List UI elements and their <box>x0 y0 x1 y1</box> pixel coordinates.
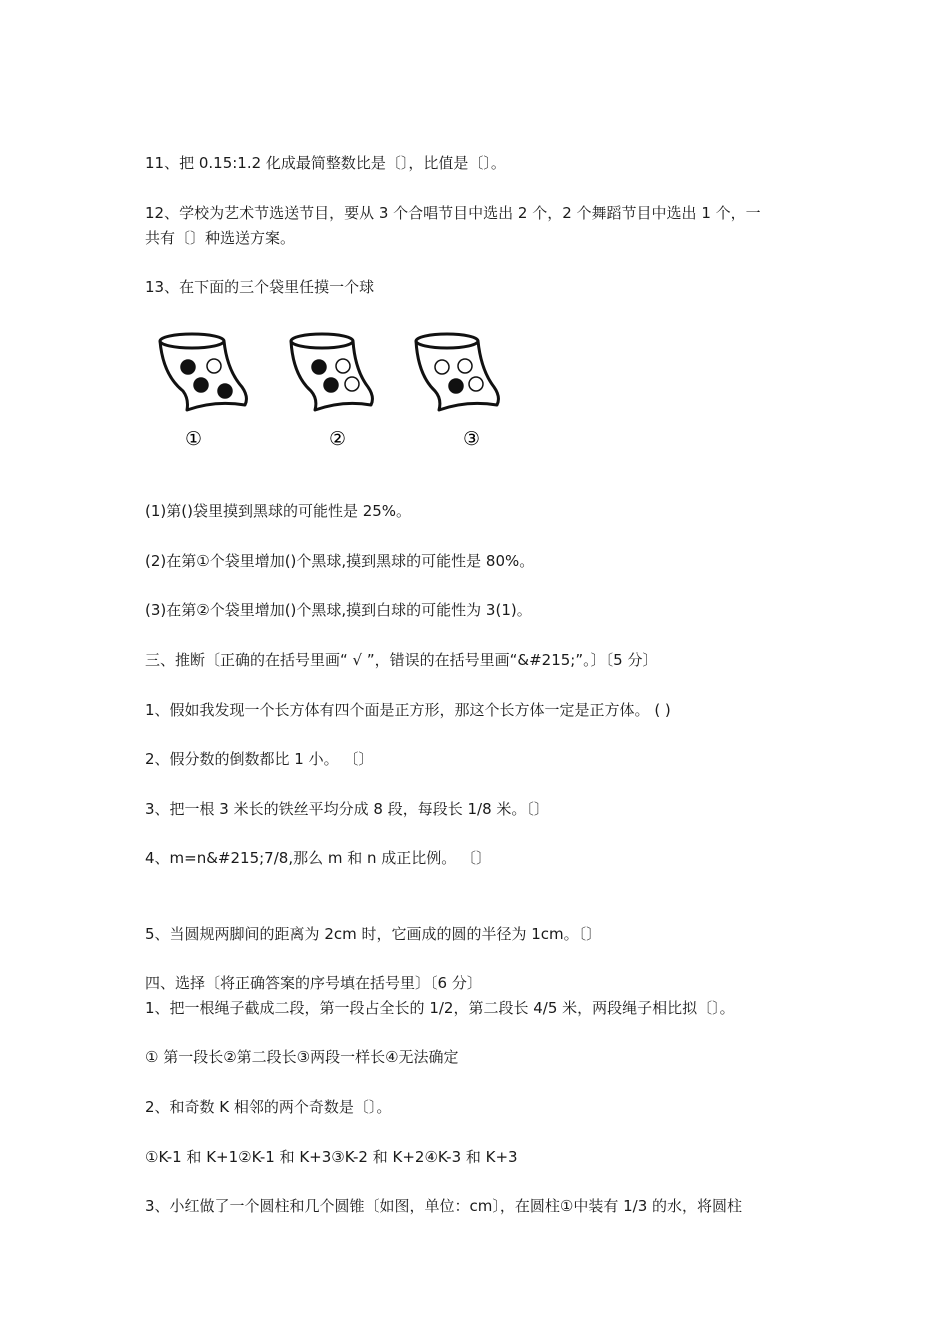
bag-2-label: ② <box>329 428 347 450</box>
section-3-question-2: 2、假分数的倒数都比 1 小。 〔〕 <box>145 750 374 768</box>
white-ball <box>207 359 221 373</box>
question-13-part-1: (1)第()袋里摸到黑球的可能性是 25%。 <box>145 502 412 520</box>
section-4-question-2: 2、和奇数 K 相邻的两个奇数是〔〕。 <box>145 1098 392 1116</box>
section-3-question-1: 1、假如我发现一个长方体有四个面是正方形，那这个长方体一定是正方体。 ( ) <box>145 701 671 719</box>
black-ball <box>194 378 208 392</box>
black-ball <box>324 378 338 392</box>
white-ball <box>435 360 449 374</box>
white-ball <box>458 359 472 373</box>
section-3-question-4: 4、m=n&#215;7/8,那么 m 和 n 成正比例。 〔〕 <box>145 849 492 867</box>
black-ball <box>218 384 232 398</box>
black-ball <box>181 360 195 374</box>
question-11: 11、把 0.15:1.2 化成最简整数比是〔〕，比值是〔〕。 <box>145 154 506 172</box>
white-ball <box>336 359 350 373</box>
question-12-line-2: 共有〔〕种选送方案。 <box>145 229 296 247</box>
question-13: 13、在下面的三个袋里任摸一个球 <box>145 278 375 296</box>
bag-1-label: ① <box>185 428 203 450</box>
question-13-part-2: (2)在第①个袋里增加()个黑球,摸到黑球的可能性是 80%。 <box>145 552 535 570</box>
white-ball <box>469 377 483 391</box>
bags-figure <box>145 325 525 460</box>
black-ball <box>449 379 463 393</box>
section-4-question-2-options: ①K-1 和 K+1②K-1 和 K+3③K-2 和 K+2④K-3 和 K+3 <box>145 1148 518 1166</box>
bag-3 <box>416 334 498 410</box>
section-4-heading: 四、选择〔将正确答案的序号填在括号里〕〔6 分〕 <box>145 974 482 992</box>
section-4-question-1-options: ① 第一段长②第二段长③两段一样长④无法确定 <box>145 1048 459 1066</box>
section-3-question-3: 3、把一根 3 米长的铁丝平均分成 8 段，每段长 1/8 米。〔〕 <box>145 800 549 818</box>
section-3-question-5: 5、当圆规两脚间的距离为 2cm 时，它画成的圆的半径为 1cm。〔〕 <box>145 925 602 943</box>
question-13-part-3: (3)在第②个袋里增加()个黑球,摸到白球的可能性为 3(1)。 <box>145 601 532 619</box>
section-4-question-1: 1、把一根绳子截成二段，第一段占全长的 1/2，第二段长 4/5 米，两段绳子相比拟〔〕。 <box>145 999 735 1017</box>
section-3-heading: 三、推断〔正确的在括号里画“ √ ”，错误的在括号里画“&#215;”。〕〔5 分〕 <box>145 651 658 669</box>
question-12-line-1: 12、学校为艺术节选送节目，要从 3 个合唱节目中选出 2 个，2 个舞蹈节目中选出 1 个，一 <box>145 204 761 222</box>
black-ball <box>312 360 326 374</box>
bag-1 <box>160 334 246 410</box>
section-4-question-3: 3、小红做了一个圆柱和几个圆锥〔如图，单位：cm〕，在圆柱①中装有 1/3 的水，将圆柱 <box>145 1197 743 1215</box>
bag-3-label: ③ <box>463 428 481 450</box>
white-ball <box>345 377 359 391</box>
bag-2 <box>291 334 372 410</box>
